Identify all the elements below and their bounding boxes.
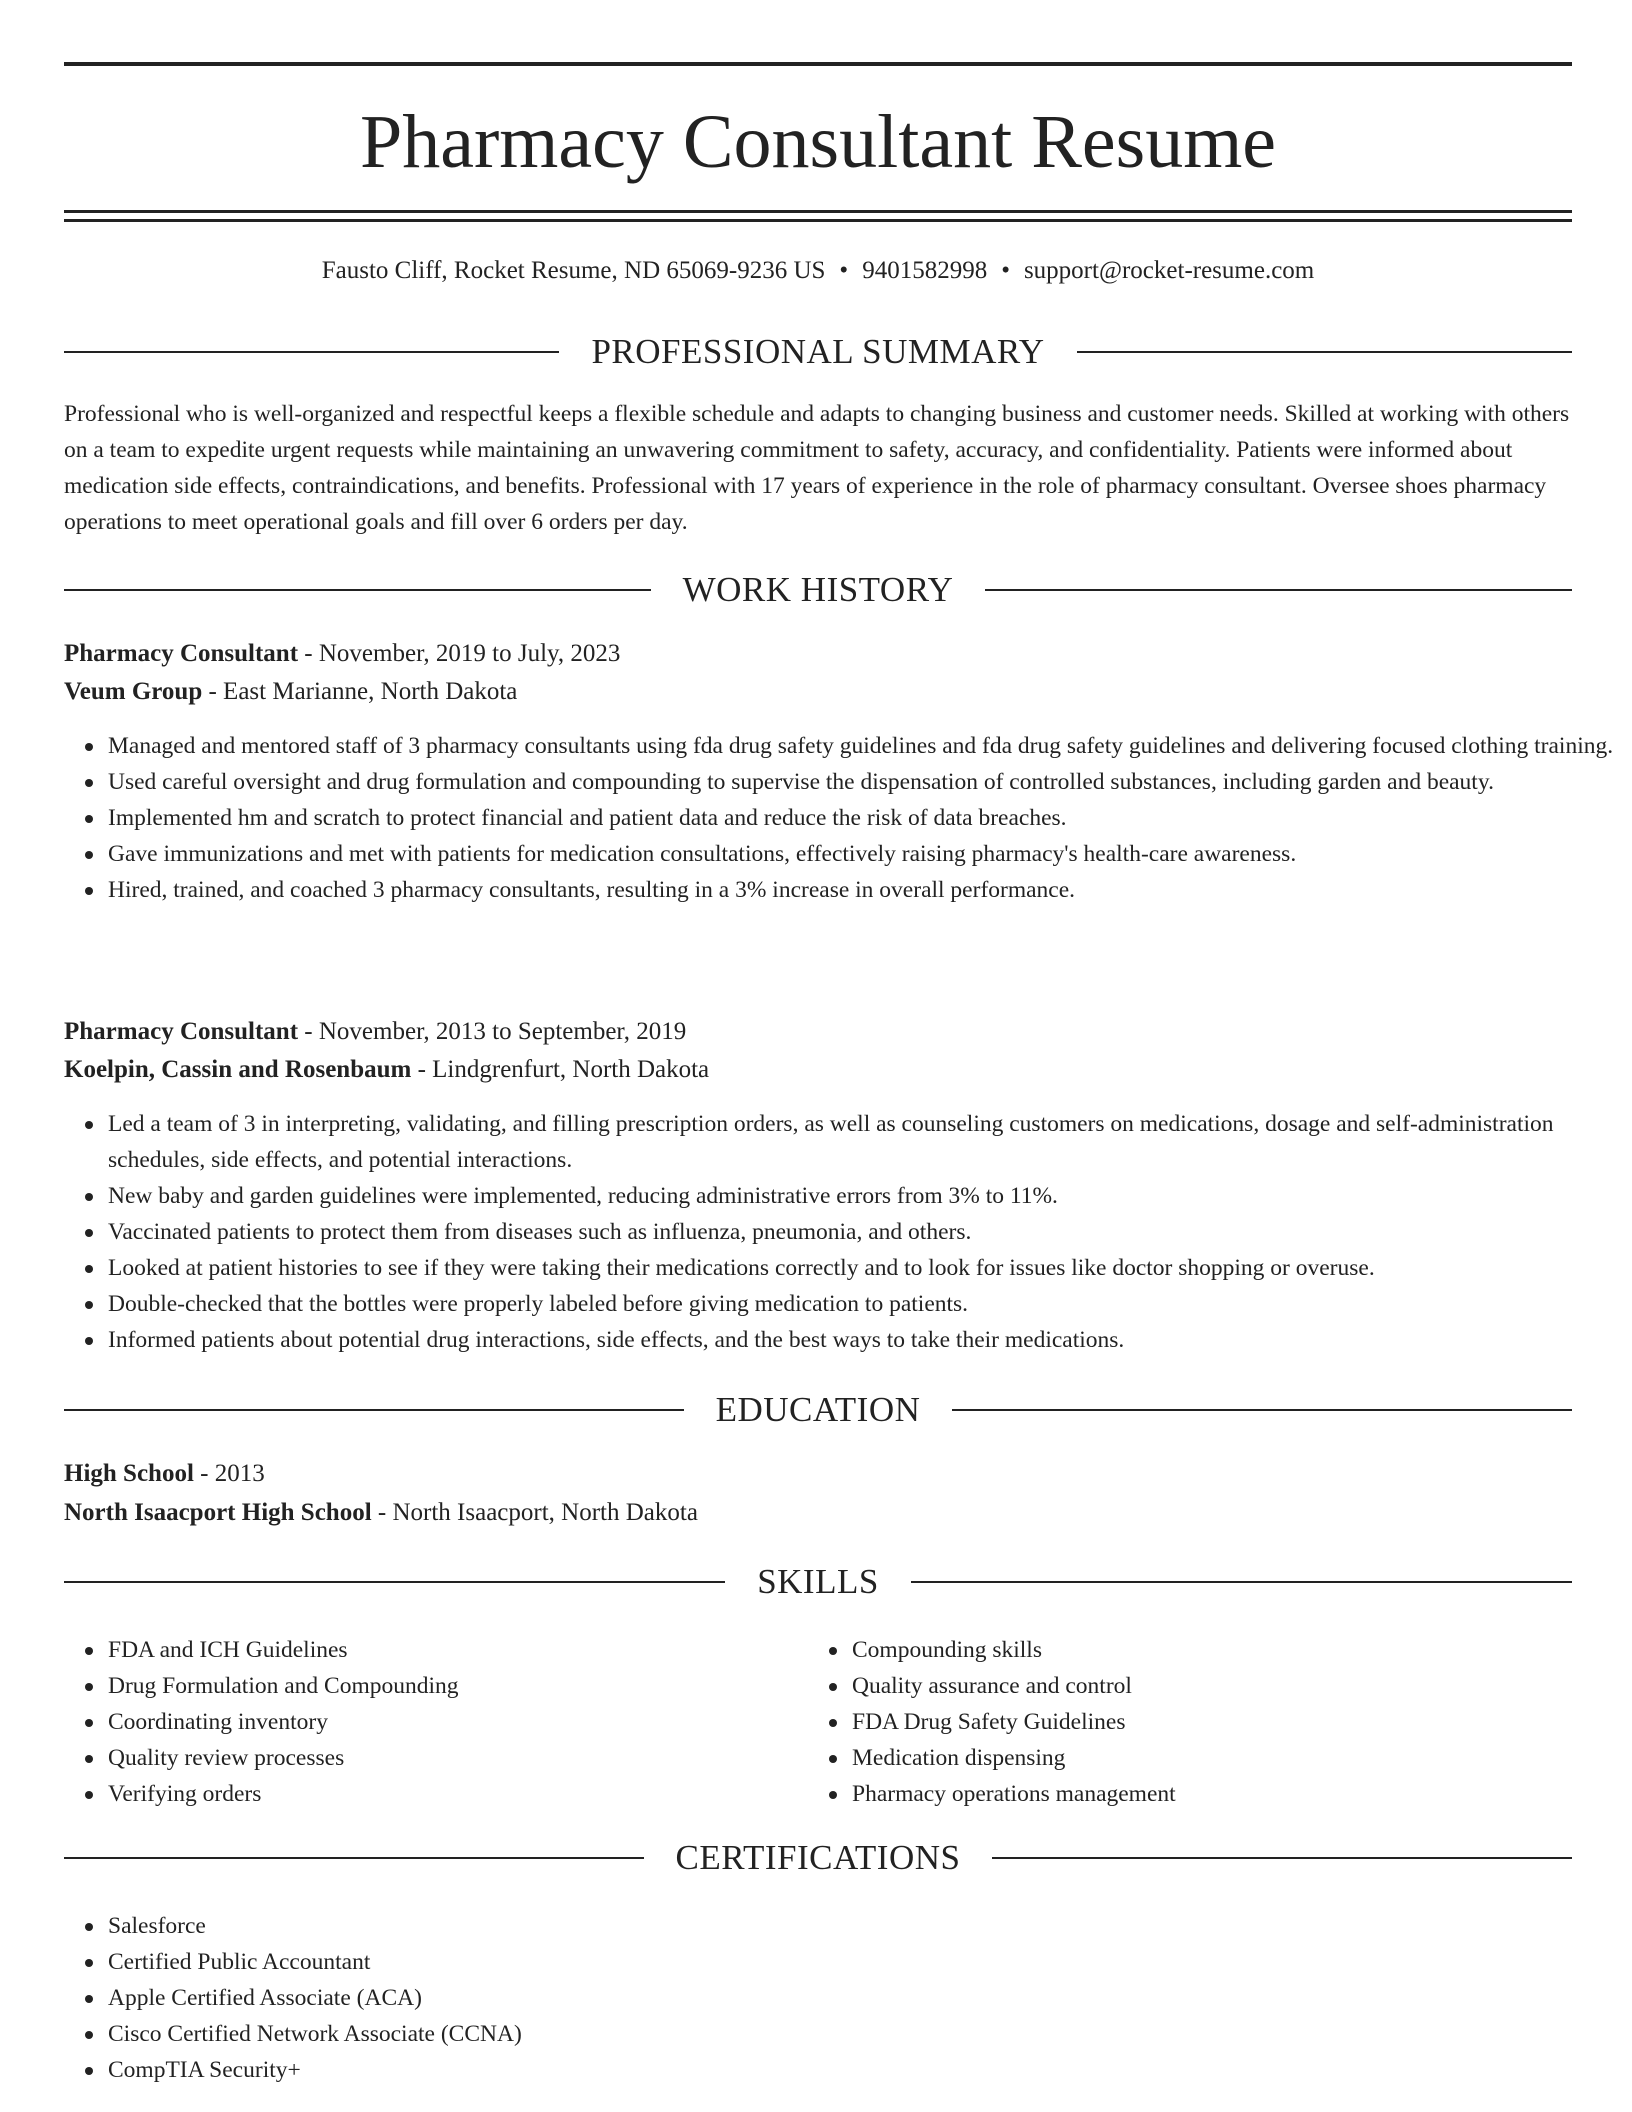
heading-rule-left (64, 1409, 684, 1411)
list-item: Medication dispensing (852, 1740, 1632, 1776)
list-item: Drug Formulation and Compounding (108, 1668, 1616, 1704)
work-history-heading-label: WORK HISTORY (682, 570, 954, 609)
job-location: - East Marianne, North Dakota (202, 678, 518, 705)
job-title-line (64, 1014, 1572, 1050)
job-dates: - November, 2013 to September, 2019 (298, 1018, 687, 1045)
skills-heading-label: SKILLS (757, 1562, 879, 1601)
heading-rule-right (985, 589, 1572, 591)
education-degree-line (64, 1456, 1572, 1492)
education-school-line (64, 1495, 1572, 1531)
heading-rule-right (1077, 351, 1572, 353)
list-item: Hired, trained, and coached 3 pharmacy consultants, resulting in a 3% increase in overall performance. (108, 872, 1616, 908)
title-block (64, 62, 1572, 222)
heading-rule-left (64, 1581, 725, 1583)
heading-rule-left (64, 1857, 644, 1859)
top-rule (64, 62, 1572, 66)
list-item: Managed and mentored staff of 3 pharmacy consultants using fda drug safety guidelines and fda drug safety guidelines and delivering focused clothing training. (108, 728, 1616, 764)
education-year: - 2013 (193, 1460, 265, 1487)
work-history-heading (64, 568, 1572, 612)
education-degree: High School (64, 1460, 194, 1487)
summary-heading-label: PROFESSIONAL SUMMARY (591, 332, 1045, 371)
list-item: New baby and garden guidelines were implemented, reducing administrative errors from 3% to 11%. (108, 1178, 1616, 1214)
list-item: Informed patients about potential drug interactions, side effects, and the best ways to take their medications. (108, 1322, 1616, 1358)
summary-text: Professional who is well-organized and respectful keeps a flexible schedule and adapts to changing business and customer needs. Skilled at working with others on a team to expedite urgent requests while maintaining an unwavering commitment to safety, accuracy, and confidentiality. Patients were informed about medication side effects, contraindications, and benefits. Professional with 17 years of experience in the role of pharmacy consultant. Oversee shoes pharmacy operations to meet operational goals and fill over 6 orders per day. (64, 401, 1570, 535)
summary-heading (64, 330, 1572, 374)
certifications-list (64, 1908, 1616, 2088)
education-location: - North Isaacport, North Dakota (371, 1499, 698, 1526)
job-company: Koelpin, Cassin and Rosenbaum (64, 1056, 412, 1083)
list-item: Certified Public Accountant (108, 1944, 1616, 1980)
job-company: Veum Group (64, 678, 203, 705)
list-item: Pharmacy operations management (852, 1776, 1632, 1812)
list-item: Double-checked that the bottles were properly labeled before giving medication to patients. (108, 1286, 1616, 1322)
heading-rule-left (64, 589, 651, 591)
education-heading (64, 1388, 1572, 1432)
job-company-line (64, 674, 1572, 710)
certifications-heading (64, 1836, 1572, 1880)
contact-separator: • (1001, 257, 1010, 284)
list-item: Led a team of 3 in interpreting, validating, and filling prescription orders, as well as counseling customers on medications, dosage and self-administration schedules, side effects, and potential interactions. (108, 1106, 1616, 1178)
list-item: Compounding skills (852, 1632, 1632, 1668)
job-bullets (64, 1106, 1616, 1358)
list-item: FDA and ICH Guidelines (108, 1632, 1616, 1668)
job-location: - Lindgrenfurt, North Dakota (411, 1056, 710, 1083)
list-item: Coordinating inventory (108, 1704, 1616, 1740)
list-item: Gave immunizations and met with patients for medication consultations, effectively raising pharmacy's health-care awareness. (108, 836, 1616, 872)
list-item: Quality review processes (108, 1740, 1616, 1776)
contact-phone: 9401582998 (862, 257, 988, 284)
job-dates: - November, 2019 to July, 2023 (298, 640, 621, 667)
job-bullets (64, 728, 1616, 908)
job-title: Pharmacy Consultant (64, 1018, 299, 1045)
heading-rule-right (952, 1409, 1572, 1411)
list-item: Looked at patient histories to see if they were taking their medications correctly and to look for issues like doctor shopping or overuse. (108, 1250, 1616, 1286)
job-title: Pharmacy Consultant (64, 640, 299, 667)
heading-rule-right (992, 1857, 1572, 1859)
job-title-line (64, 636, 1572, 672)
list-item: Apple Certified Associate (ACA) (108, 1980, 1616, 2016)
list-item: Verifying orders (108, 1776, 1616, 1812)
contact-separator: • (839, 257, 849, 284)
list-item: Salesforce (108, 1908, 1616, 1944)
job-company-line (64, 1052, 1572, 1088)
education-heading-label: EDUCATION (715, 1390, 921, 1429)
education-school: North Isaacport High School (64, 1499, 372, 1526)
list-item: Cisco Certified Network Associate (CCNA) (108, 2016, 1616, 2052)
list-item: FDA Drug Safety Guidelines (852, 1704, 1632, 1740)
list-item: Implemented hm and scratch to protect financial and patient data and reduce the risk of data breaches. (108, 800, 1616, 836)
list-item: Used careful oversight and drug formulation and compounding to supervise the dispensation of controlled substances, including garden and beauty. (108, 764, 1616, 800)
heading-rule-left (64, 351, 559, 353)
list-item: CompTIA Security+ (108, 2052, 1616, 2088)
certifications-heading-label: CERTIFICATIONS (675, 1838, 961, 1877)
contact-email: support@rocket-resume.com (1023, 257, 1315, 284)
list-item: Quality assurance and control (852, 1668, 1632, 1704)
heading-rule-right (911, 1581, 1572, 1583)
double-rule (64, 210, 1572, 222)
contact-line (64, 254, 1572, 288)
list-item: Vaccinated patients to protect them from diseases such as influenza, pneumonia, and others. (108, 1214, 1616, 1250)
skills-list-right (808, 1632, 1632, 1812)
skills-heading (64, 1560, 1572, 1604)
contact-address: Fausto Cliff, Rocket Resume, ND 65069-9236 US (321, 257, 826, 284)
page-title: Pharmacy Consultant Resume (359, 100, 1277, 184)
